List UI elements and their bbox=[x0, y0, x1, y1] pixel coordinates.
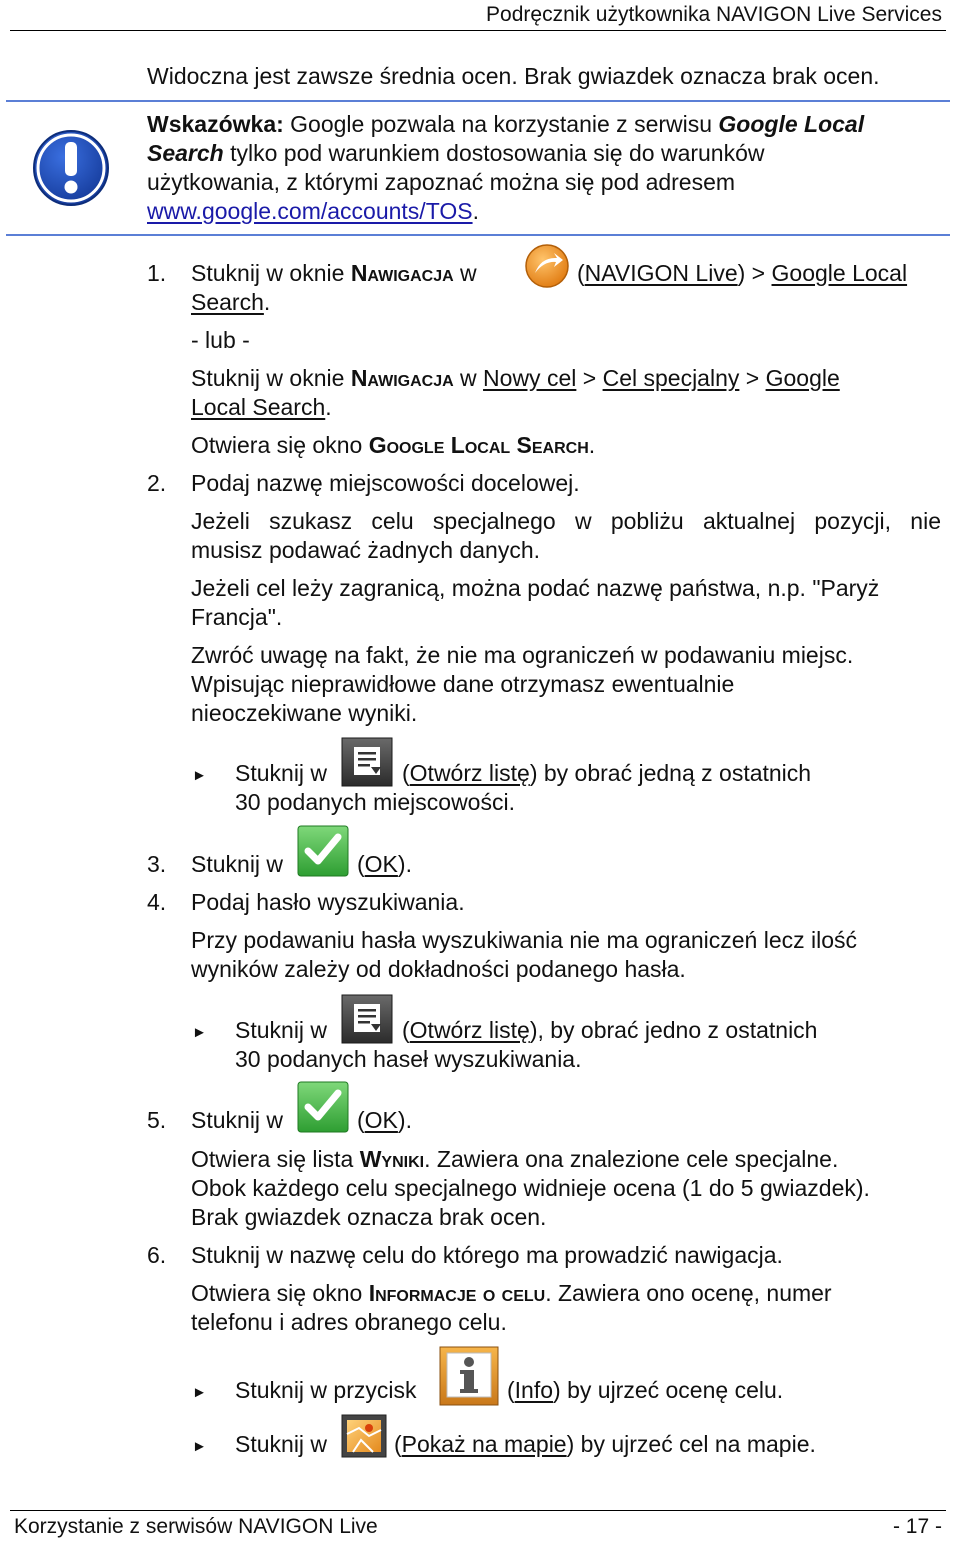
ok-checkmark-icon[interactable] bbox=[297, 825, 349, 877]
bullet-1-text: Stuknij w bbox=[235, 760, 328, 786]
bullet-4-text-end: (Pokaż na mapie) by ujrzeć cel na mapie. bbox=[394, 1431, 816, 1457]
step-5-result-rest: . Zawiera ona znalezione cele specjalne. bbox=[424, 1146, 839, 1172]
link-nowy-cel[interactable]: Nowy cel bbox=[483, 365, 577, 391]
step-5-ok: (OK). bbox=[357, 1107, 412, 1133]
step-2-note-c-2: Wpisując nieprawidłowe dane otrzymasz ewentualnie bbox=[191, 671, 735, 697]
link-ok-2[interactable]: OK bbox=[364, 1107, 398, 1133]
bullet-1-rest: ) by obrać jedną z ostatnich bbox=[529, 760, 812, 786]
step-1-alt-line-2: Local Search. bbox=[191, 394, 332, 420]
step-number-6: 6. bbox=[147, 1242, 167, 1268]
link-google-local-search-2[interactable]: Search bbox=[191, 289, 264, 315]
step-2-note-a-2: musisz podawać żadnych danych. bbox=[191, 537, 541, 563]
step-5-result-3: Brak gwiazdek oznacza brak ocen. bbox=[191, 1204, 547, 1230]
link-google-local-search[interactable]: Google Local bbox=[771, 260, 908, 286]
bullet-2-text: Stuknij w bbox=[235, 1017, 328, 1043]
bullet-arrow-icon: ► bbox=[192, 1024, 207, 1041]
window-name-nawigacja: Nawigacja bbox=[350, 260, 454, 286]
open-list-icon[interactable] bbox=[341, 994, 393, 1044]
step-1-alt-w: w bbox=[453, 365, 484, 391]
step-5-result bbox=[191, 1145, 838, 1174]
link-local-search[interactable]: Local Search bbox=[191, 394, 326, 420]
step-2-note-c-3: nieoczekiwane wyniki. bbox=[191, 700, 418, 726]
window-name-nawigacja-2: Nawigacja bbox=[350, 365, 454, 391]
link-open-list[interactable]: Otwórz listę bbox=[409, 760, 530, 786]
step-2-note-c: Zwróć uwagę na fakt, że nie ma ograniczeń w podawaniu miejsc. bbox=[191, 642, 854, 668]
step-number-1: 1. bbox=[147, 260, 167, 286]
step-5-result-2: Obok każdego celu specjalnego widnieje ocena (1 do 5 gwiazdek). bbox=[191, 1175, 870, 1201]
step-1-alt-text: Stuknij w oknie bbox=[191, 365, 351, 391]
show-on-map-icon[interactable] bbox=[341, 1414, 387, 1458]
step-5-text: Stuknij w bbox=[191, 1107, 284, 1133]
step-2-note-b-2: Francja". bbox=[191, 604, 283, 630]
step-4-text: Podaj hasło wyszukiwania. bbox=[191, 889, 465, 915]
step-number-3: 3. bbox=[147, 851, 167, 877]
tip-text: Google pozwala na korzystanie z serwisu bbox=[283, 111, 719, 137]
step-1-line-1-end: (NAVIGON Live) > Google Local bbox=[577, 260, 908, 286]
bullet-2-text-2: 30 podanych haseł wyszukiwania. bbox=[235, 1046, 582, 1072]
tip-line-4 bbox=[147, 197, 479, 226]
open-list-icon[interactable] bbox=[341, 737, 393, 787]
warning-icon bbox=[31, 128, 111, 208]
link-info[interactable]: Info bbox=[514, 1377, 554, 1403]
bullet-3-text: Stuknij w przycisk bbox=[235, 1377, 417, 1403]
tos-link[interactable]: www.google.com/accounts/TOS bbox=[147, 198, 473, 224]
bullet-3-rest: ) by ujrzeć ocenę celu. bbox=[553, 1377, 784, 1403]
step-1-line-2: Search. bbox=[191, 289, 271, 315]
page-number: - 17 - bbox=[892, 1515, 942, 1538]
footer-rule bbox=[10, 1510, 946, 1511]
info-icon[interactable] bbox=[439, 1346, 499, 1406]
step-1-result: Otwiera się okno Google Local Search. bbox=[191, 432, 596, 458]
bullet-1-text-2: 30 podanych miejscowości. bbox=[235, 789, 515, 815]
tip-service-name: Google Local bbox=[718, 111, 865, 137]
window-name-google-local-search: Google Local Search bbox=[368, 432, 589, 458]
bullet-2-rest: ), by obrać jedno z ostatnich bbox=[529, 1017, 818, 1043]
bullet-arrow-icon: ► bbox=[192, 1384, 207, 1401]
bullet-2-text-end: (Otwórz listę), by obrać jedno z ostatnich bbox=[402, 1017, 818, 1043]
step-1-text: Stuknij w oknie bbox=[191, 260, 351, 286]
step-6-result-2: telefonu i adres obranego celu. bbox=[191, 1309, 507, 1335]
link-navigon-live[interactable]: NAVIGON Live bbox=[584, 260, 738, 286]
step-1-line-1 bbox=[191, 259, 477, 288]
ok-checkmark-icon[interactable] bbox=[297, 1081, 349, 1133]
tip-service-name-2: Search bbox=[147, 140, 224, 166]
tip-line-2 bbox=[147, 139, 765, 168]
step-6-result-rest: . Zawiera ono ocenę, numer bbox=[545, 1280, 832, 1306]
tip-label: Wskazówka: bbox=[147, 111, 284, 137]
tip-line-1 bbox=[147, 110, 864, 139]
lub-separator: - lub - bbox=[191, 327, 250, 353]
link-show-on-map[interactable]: Pokaż na mapie bbox=[401, 1431, 567, 1457]
step-2-note-b: Jeżeli cel leży zagranicą, można podać nazwę państwa, n.p. "Paryż bbox=[191, 575, 880, 601]
bullet-1-text-end: (Otwórz listę) by obrać jedną z ostatnich bbox=[402, 760, 812, 786]
window-name-informacje-o-celu: Informacje o celu bbox=[368, 1280, 546, 1306]
link-open-list-2[interactable]: Otwórz listę bbox=[409, 1017, 530, 1043]
tip-text-2: tylko pod warunkiem dostosowania się do warunków bbox=[223, 140, 765, 166]
step-number-5: 5. bbox=[147, 1107, 167, 1133]
step-5-result-text: Otwiera się lista bbox=[191, 1146, 360, 1172]
bullet-4-text: Stuknij w bbox=[235, 1431, 328, 1457]
footer-section-title: Korzystanie z serwisów NAVIGON Live bbox=[14, 1515, 378, 1538]
tip-bottom-rule bbox=[6, 234, 950, 236]
step-3-text: Stuknij w bbox=[191, 851, 284, 877]
step-number-4: 4. bbox=[147, 889, 167, 915]
step-2-note-a: Jeżeli szukasz celu specjalnego w pobliżu aktualnej pozycji, nie bbox=[191, 508, 941, 534]
header-rule bbox=[10, 30, 946, 31]
step-2-text: Podaj nazwę miejscowości docelowej. bbox=[191, 470, 580, 496]
intro-text: Widoczna jest zawsze średnia ocen. Brak gwiazdek oznacza brak ocen. bbox=[147, 63, 880, 89]
step-1-alt-line-1: Stuknij w oknie Nawigacja w Nowy cel > Cel specjalny > Google bbox=[191, 365, 840, 391]
bullet-4-rest: ) by ujrzeć cel na mapie. bbox=[566, 1431, 816, 1457]
step-number-2: 2. bbox=[147, 470, 167, 496]
step-6-text: Stuknij w nazwę celu do którego ma prowadzić nawigacja. bbox=[191, 1242, 783, 1268]
step-6-result-text: Otwiera się okno bbox=[191, 1280, 369, 1306]
step-3-ok: (OK). bbox=[357, 851, 412, 877]
navigon-live-icon[interactable] bbox=[523, 243, 571, 289]
tip-dot: . bbox=[472, 198, 479, 224]
link-google[interactable]: Google bbox=[765, 365, 840, 391]
link-cel-specjalny[interactable]: Cel specjalny bbox=[602, 365, 740, 391]
link-ok[interactable]: OK bbox=[364, 851, 398, 877]
window-name-wyniki: Wyniki bbox=[359, 1146, 425, 1172]
step-1-result-text: Otwiera się okno bbox=[191, 432, 369, 458]
step-4-note: Przy podawaniu hasła wyszukiwania nie ma ograniczeń lecz ilość bbox=[191, 927, 858, 953]
page-header-title: Podręcznik użytkownika NAVIGON Live Services bbox=[486, 3, 942, 26]
bullet-arrow-icon: ► bbox=[192, 767, 207, 784]
step-4-note-2: wyników zależy od dokładności podanego hasła. bbox=[191, 956, 686, 982]
tip-line-3: użytkowania, z którymi zapoznać można się pod adresem bbox=[147, 169, 736, 195]
step-6-result bbox=[191, 1279, 832, 1308]
step-1-w: w bbox=[453, 260, 477, 286]
tip-top-rule bbox=[6, 100, 950, 102]
bullet-3-text-end: (Info) by ujrzeć ocenę celu. bbox=[507, 1377, 784, 1403]
bullet-arrow-icon: ► bbox=[192, 1438, 207, 1455]
gt-sep: > bbox=[745, 260, 772, 286]
